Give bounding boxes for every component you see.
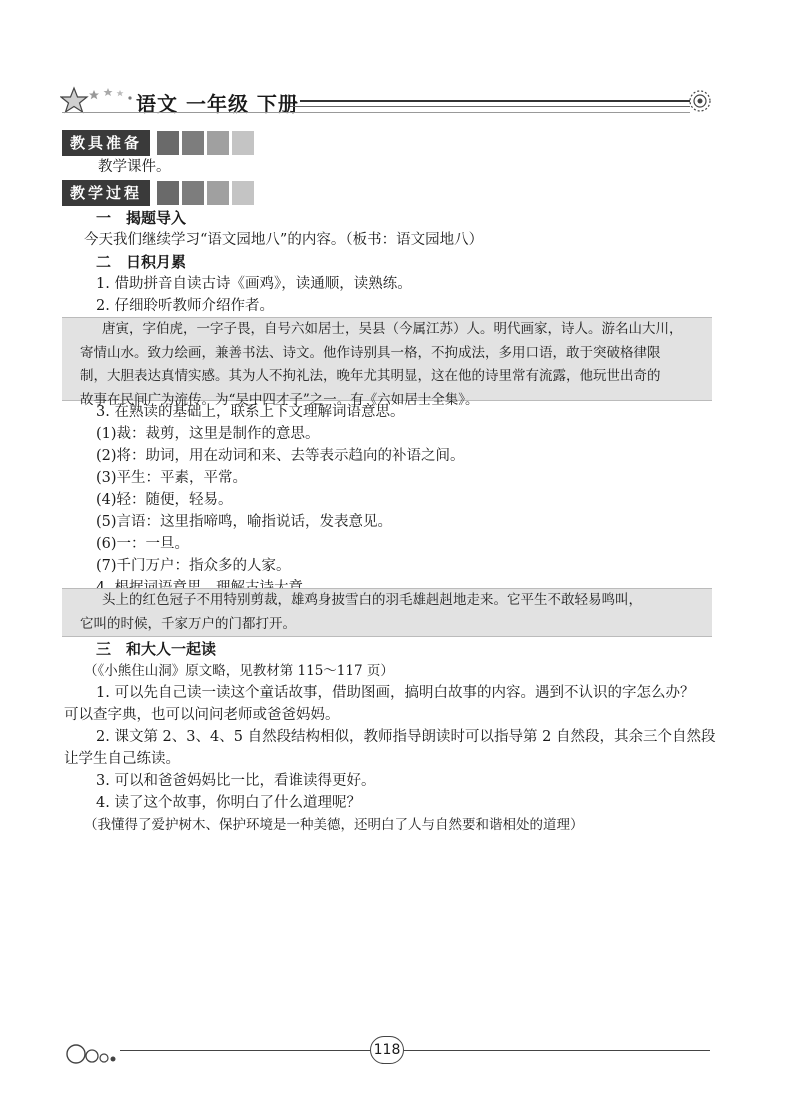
- decor-square: [207, 131, 229, 155]
- part3-heading: 三 和大人一起读: [96, 640, 217, 658]
- header-rule: [300, 100, 690, 102]
- part2-heading: 二 日积月累: [96, 253, 187, 271]
- footer-rule: [120, 1050, 370, 1051]
- spiral-icon: [686, 88, 714, 114]
- word-item: (1)裁：裁剪，这里是制作的意思。: [96, 426, 320, 442]
- paragraph-line: 3. 可以和爸爸妈妈比一比，看谁读得更好。: [96, 773, 376, 789]
- box-line: 唐寅，字伯虎，一字子畏，自号六如居士，吴县（今属江苏）人。明代画家，诗人。游名山大川，: [102, 321, 683, 337]
- decor-square: [157, 181, 179, 205]
- decor-square: [207, 181, 229, 205]
- list-item: 2. 仔细聆听教师介绍作者。: [96, 298, 274, 314]
- section-tag: 教具准备: [62, 130, 150, 156]
- paragraph-line: 可以查字典，也可以问问老师或爸爸妈妈。: [64, 707, 340, 723]
- list-item: 3. 在熟读的基础上，联系上下文理解词语意思。: [96, 404, 405, 420]
- tools-text: 教学课件。: [98, 159, 171, 175]
- paragraph-line: 4. 读了这个故事，你明白了什么道理呢？: [96, 795, 361, 811]
- header-rule: [290, 106, 690, 107]
- word-item: (7)千门万户：指众多的人家。: [96, 558, 291, 574]
- word-item: (6)一：一旦。: [96, 536, 190, 552]
- paragraph-line: 让学生自己练读。: [64, 751, 180, 767]
- paragraph-line: 2. 课文第 2、3、4、5 自然段结构相似，教师指导朗读时可以指导第 2 自然段，其余三个自然段: [96, 729, 716, 745]
- decor-square: [232, 181, 254, 205]
- word-item: (5)言语：这里指啼鸣，喻指说话，发表意见。: [96, 514, 393, 530]
- list-item: 1. 借助拼音自读古诗《画鸡》，读通顺，读熟练。: [96, 276, 412, 292]
- box-line: 制，大胆表达真情实感。其为人不拘礼法，晚年尤其明显，这在他的诗里常有流露，他玩世出奇的: [80, 368, 661, 384]
- word-item: (2)将：助词，用在动词和来、去等表示趋向的补语之间。: [96, 448, 465, 464]
- decor-square: [182, 131, 204, 155]
- header-rule: [62, 112, 690, 113]
- page-number: 118: [370, 1036, 404, 1064]
- section-header-tools: [62, 130, 254, 156]
- decor-square: [232, 131, 254, 155]
- author-info-box: [62, 317, 712, 408]
- box-line: 它叫的时候，千家万户的门都打开。: [80, 615, 296, 632]
- part1-text: 今天我们继续学习“语文园地八”的内容。（板书：语文园地八）: [84, 232, 484, 248]
- section-header-process: [62, 180, 254, 206]
- word-item: (3)平生：平素，平常。: [96, 470, 248, 486]
- box-line: 寄情山水。致力绘画，兼善书法、诗文。他作诗别具一格，不拘成法，多用口语，敢于突破格律限: [80, 344, 661, 361]
- answer-note: （我懂得了爱护树木、保护环境是一种美德，还明白了人与自然要和谐相处的道理）: [84, 817, 584, 833]
- word-item: (4)轻：随便，轻易。: [96, 492, 233, 508]
- paragraph-line: 1. 可以先自己读一读这个童话故事，借助图画，搞明白故事的内容。遇到不认识的字怎么办？: [96, 685, 695, 701]
- decor-square: [157, 131, 179, 155]
- circles-icon: [64, 1036, 124, 1066]
- book-title: 语文 一年级 下册: [136, 92, 299, 116]
- source-note: （《小熊住山洞》原文略，见教材第 115～117 页）: [84, 663, 394, 679]
- footer-rule: [404, 1050, 710, 1051]
- box-line: 头上的红色冠子不用特别剪裁，雄鸡身披雪白的羽毛雄赳赳地走来。它平生不敢轻易鸣叫，: [102, 592, 642, 608]
- part1-heading: 一 揭题导入: [96, 209, 187, 227]
- decor-square: [182, 181, 204, 205]
- poem-meaning-box: [62, 588, 712, 637]
- section-tag: 教学过程: [62, 180, 150, 206]
- box-line: 故事在民间广为流传。为“吴中四才子”之一。有《六如居士全集》。: [80, 391, 479, 408]
